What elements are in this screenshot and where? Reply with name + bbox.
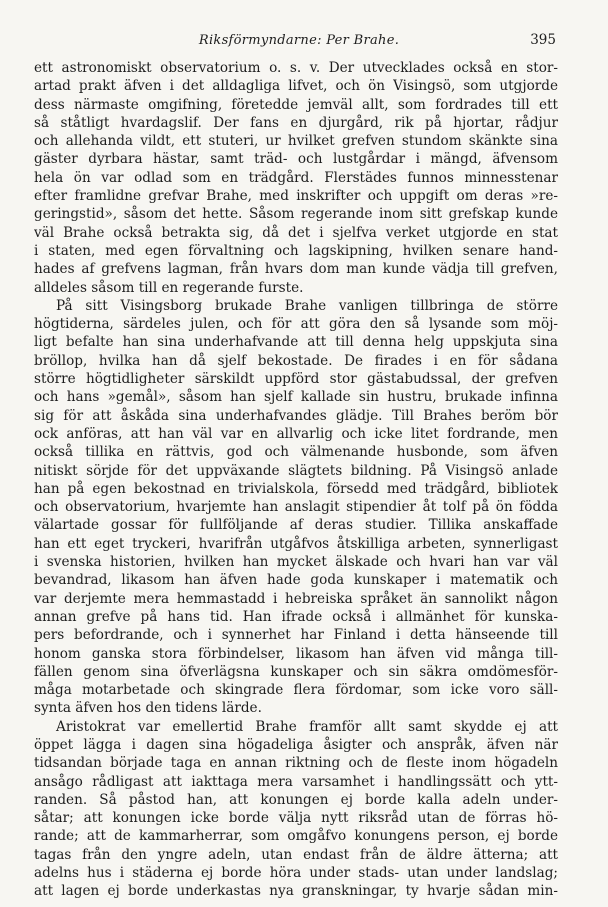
text-line: bevandrad, likasom han äfven hade goda kunskaper i matematik och xyxy=(34,572,558,589)
text-line: ock anföras, att han väl var en allvarlig och icke litet fordrande, men xyxy=(34,425,558,442)
body-text xyxy=(34,59,558,901)
text-line: han på egen bekostnad en trivialskola, försedd med trädgård, bibliotek xyxy=(34,480,558,497)
text-line: honom ganska stora förbindelser, likasom han äfven vid många till- xyxy=(34,645,558,662)
text-line: i staten, med egen förvaltning och lagskipning, hvilken senare hand- xyxy=(34,242,558,259)
text-line: adelns hus i städerna ej borde höra under stads- utan under landslag; xyxy=(34,865,558,882)
text-line: större högtidligheter särskildt uppförd stor gästabudssal, der grefven xyxy=(34,371,558,388)
text-line: tidsandan började taga en annan riktning och de fleste inom högadeln xyxy=(34,755,558,772)
text-line: välartade gossar för fullföljande af deras studier. Tillika anskaffade xyxy=(34,517,558,534)
text-line: geringstid», såsom det hette. Såsom regerande inom sitt grefskap kunde xyxy=(34,206,558,223)
text-line: väl Brahe också betrakta sig, då det i sjelfva verket utgjorde en stat xyxy=(34,224,558,241)
text-line: bröllop, hvilka han då sjelf bekostade. De firades i en för sådana xyxy=(34,352,558,369)
text-line: måga motarbetade och skingrade flera fördomar, som icke voro säll- xyxy=(34,682,558,699)
text-line: och observatorium, hvarjemte han anslagit stipendier åt tolf på ön födda xyxy=(34,499,558,516)
running-title: Riksförmyndarne: Per Brahe. xyxy=(198,33,400,48)
text-line: rande; att de kammarherrar, som omgåfvo konungens person, ej borde xyxy=(34,828,558,845)
text-line: sig för att åskåda sina underhafvandes glädje. Till Brahes beröm bör xyxy=(34,407,558,424)
text-line: synta äfven hos den tidens lärde. xyxy=(34,700,262,717)
page-header xyxy=(34,31,564,51)
text-line: och hans »gemål», såsom han sjelf kallade sin hustru, brukade infinna xyxy=(34,389,558,406)
text-line: ligt befalte han sina underhafvande att till denna helg uppskjuta sina xyxy=(34,334,558,351)
text-line: hades af grefvens lagman, från hvars dom man kunde vädja till grefven, xyxy=(34,261,558,278)
text-line: gäster dyrbara hästar, samt träd- och lustgårdar i mängd, äfvensom xyxy=(34,151,558,168)
text-line: Aristokrat var emellertid Brahe framför allt samt skydde ej att xyxy=(56,718,558,735)
text-line: tagas från den yngre adeln, utan endast från de äldre ätterna; att xyxy=(34,846,558,863)
text-line: ansågo rådligast att iakttaga mera varsamhet i handlingssätt och ytt- xyxy=(34,773,558,790)
text-line: och allehanda vildt, ett stuteri, ur hvilket grefven stundom skänkte sina xyxy=(34,133,558,150)
text-line: han ett eget tryckeri, hvarifrån utgåfvos åtskilliga arbeten, synnerligast xyxy=(34,535,558,552)
text-line: högtiderna, särdeles julen, och för att göra den så lysande som möj- xyxy=(34,316,558,333)
text-line: alldeles såsom till en regerande furste. xyxy=(34,279,304,296)
text-line: i svenska historien, hvilken han mycket älskade och hvari han var väl xyxy=(34,554,558,571)
text-line: pers befordrande, och i synnerhet har Finland i detta hänseende till xyxy=(34,627,558,644)
text-line: såtar; att konungen icke borde välja nytt riksråd utan de förras hö- xyxy=(34,810,558,827)
text-line: efter framlidne grefvar Brahe, med inskrifter och uppgift om deras »re- xyxy=(34,188,558,205)
text-line: så ståtligt hvardagslif. Der fans en djurgård, rik på hjortar, rådjur xyxy=(34,114,558,131)
text-line: var derjemte mera hemmastadd i hebreiska språket än sannolikt någon xyxy=(34,590,558,607)
text-line: På sitt Visingsborg brukade Brahe vanligen tillbringa de större xyxy=(56,297,558,314)
text-line: fällen genom sina öfverlägsna kunskaper och sin säkra omdömesför- xyxy=(34,663,558,680)
text-line: dess närmaste omgifning, företedde jemväl allt, som fordrades till ett xyxy=(34,96,558,113)
text-line: nitiskt sörjde för det uppväxande slägtets bildning. På Visingsö anlade xyxy=(34,462,558,479)
text-line: artad prakt äfven i det alldagliga lifvet, och ön Visingsö, som utgjorde xyxy=(34,78,558,95)
text-line: ett astronomiskt observatorium o. s. v. Der utvecklades också en stor- xyxy=(34,60,558,76)
text-line: annan grefve på hans tid. Han ifrade också i allmänhet för kunska- xyxy=(34,608,558,625)
text-line: också tillika en rättvis, god och välmenande husbonde, som äfven xyxy=(34,444,558,461)
text-line: hela ön var odlad som en trädgård. Flerstädes funnos minnesstenar xyxy=(34,169,558,186)
text-line: randen. Så påstod han, att konungen ej borde kalla adeln under- xyxy=(34,791,558,808)
text-line: öppet lägga i dagen sina högadeliga åsigter och anspråk, äfven när xyxy=(34,736,558,753)
text-line: att lagen ej borde underkastas nya granskningar, ty hvarje sådan min- xyxy=(34,883,558,900)
page-number: 395 xyxy=(530,32,556,48)
